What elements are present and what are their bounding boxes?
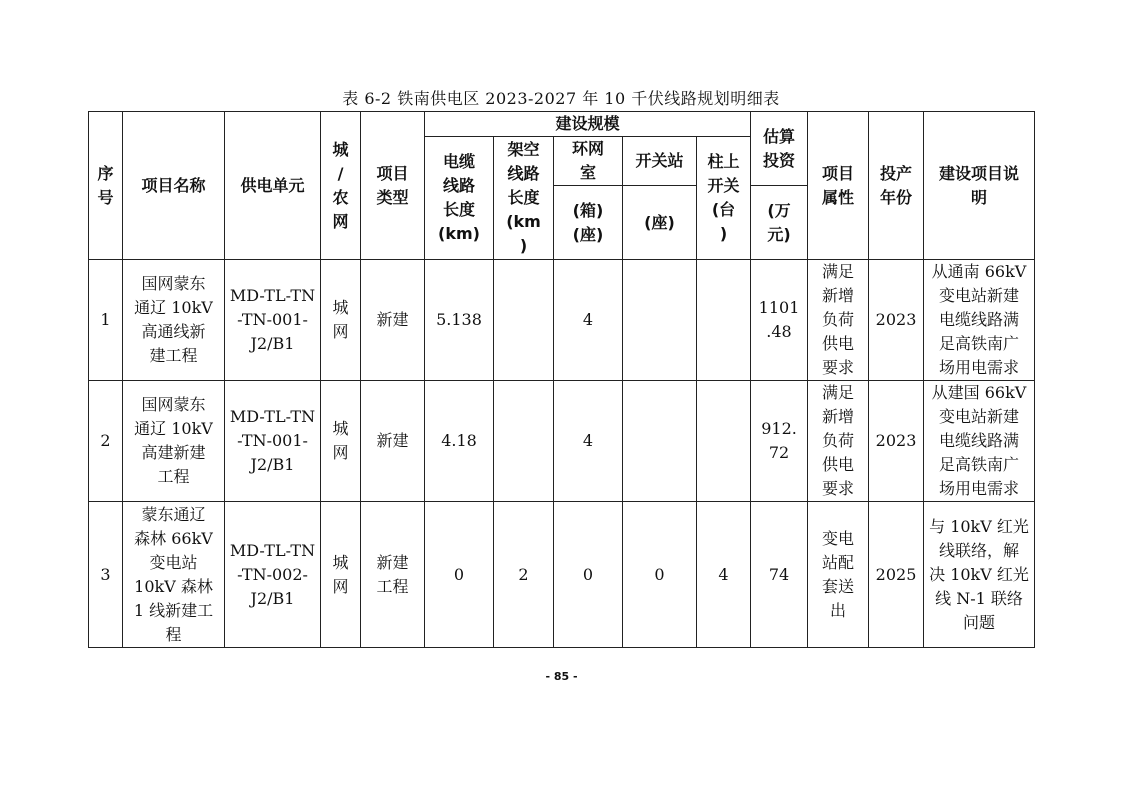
header-seq: 序 号	[89, 112, 123, 260]
row-investment: 1101 .48	[751, 260, 808, 381]
line-plan-table	[88, 111, 1035, 648]
row-year: 2025	[869, 502, 924, 648]
table-row	[89, 260, 1035, 381]
header-estimated-investment: 估算 投资	[751, 112, 808, 186]
table-row	[89, 381, 1035, 502]
row-urban-rural: 城 网	[321, 381, 361, 502]
header-overhead-length: 架空 线路 长度 (km )	[494, 137, 554, 260]
row-description: 从建国 66kV 变电站新建 电缆线路满 足高铁南广 场用电需求	[924, 381, 1035, 502]
row-overhead-length: 2	[494, 502, 554, 648]
row-ring-main: 0	[554, 502, 623, 648]
row-ring-main: 4	[554, 381, 623, 502]
row-supply-unit: MD-TL-TN -TN-001- J2/B1	[225, 260, 321, 381]
row-pole-switch: 4	[697, 502, 751, 648]
row-switch-station	[623, 260, 697, 381]
row-cable-length: 4.18	[425, 381, 494, 502]
header-switch-station: 开关站	[623, 137, 697, 186]
row-switch-station	[623, 381, 697, 502]
header-supply-unit: 供电单元	[225, 112, 321, 260]
row-year: 2023	[869, 381, 924, 502]
row-cable-length: 0	[425, 502, 494, 648]
header-description: 建设项目说 明	[924, 112, 1035, 260]
header-ring-main-unit: (箱) (座)	[554, 186, 623, 260]
header-construction-scale: 建设规模	[425, 112, 751, 137]
row-switch-station: 0	[623, 502, 697, 648]
row-cable-length: 5.138	[425, 260, 494, 381]
header-pole-switch: 柱上 开关 (台 )	[697, 137, 751, 260]
header-ring-main: 环网 室	[554, 137, 623, 186]
header-project-type: 项目 类型	[361, 112, 425, 260]
row-overhead-length	[494, 260, 554, 381]
row-project-type: 新建	[361, 381, 425, 502]
table-row	[89, 502, 1035, 648]
row-seq: 2	[89, 381, 123, 502]
row-attribute: 满足 新增 负荷 供电 要求	[808, 260, 869, 381]
row-seq: 1	[89, 260, 123, 381]
row-project-name: 国网蒙东 通辽 10kV 高建新建 工程	[123, 381, 225, 502]
row-project-type: 新建 工程	[361, 502, 425, 648]
row-description: 与 10kV 红光 线联络，解 决 10kV 红光 线 N-1 联络 问题	[924, 502, 1035, 648]
header-project-attribute: 项目 属性	[808, 112, 869, 260]
header-project-name: 项目名称	[123, 112, 225, 260]
row-project-name: 国网蒙东 通辽 10kV 高通线新 建工程	[123, 260, 225, 381]
page-number: - 85 -	[545, 670, 578, 683]
header-switch-station-unit: (座)	[623, 186, 697, 260]
row-supply-unit: MD-TL-TN -TN-002- J2/B1	[225, 502, 321, 648]
header-investment-unit: (万 元)	[751, 186, 808, 260]
row-ring-main: 4	[554, 260, 623, 381]
row-overhead-length	[494, 381, 554, 502]
row-year: 2023	[869, 260, 924, 381]
row-investment: 912. 72	[751, 381, 808, 502]
row-project-type: 新建	[361, 260, 425, 381]
header-cable-length: 电缆 线路 长度 (km)	[425, 137, 494, 260]
row-project-name: 蒙东通辽 森林 66kV 变电站 10kV 森林 1 线新建工 程	[123, 502, 225, 648]
row-pole-switch	[697, 260, 751, 381]
row-attribute: 满足 新增 负荷 供电 要求	[808, 381, 869, 502]
row-description: 从通南 66kV 变电站新建 电缆线路满 足高铁南广 场用电需求	[924, 260, 1035, 381]
row-urban-rural: 城 网	[321, 260, 361, 381]
row-seq: 3	[89, 502, 123, 648]
header-commission-year: 投产 年份	[869, 112, 924, 260]
row-investment: 74	[751, 502, 808, 648]
table-caption: 表 6-2 铁南供电区 2023-2027 年 10 千伏线路规划明细表	[342, 89, 780, 108]
row-pole-switch	[697, 381, 751, 502]
row-attribute: 变电 站配 套送 出	[808, 502, 869, 648]
row-urban-rural: 城 网	[321, 502, 361, 648]
row-supply-unit: MD-TL-TN -TN-001- J2/B1	[225, 381, 321, 502]
header-urban-rural: 城 / 农 网	[321, 112, 361, 260]
